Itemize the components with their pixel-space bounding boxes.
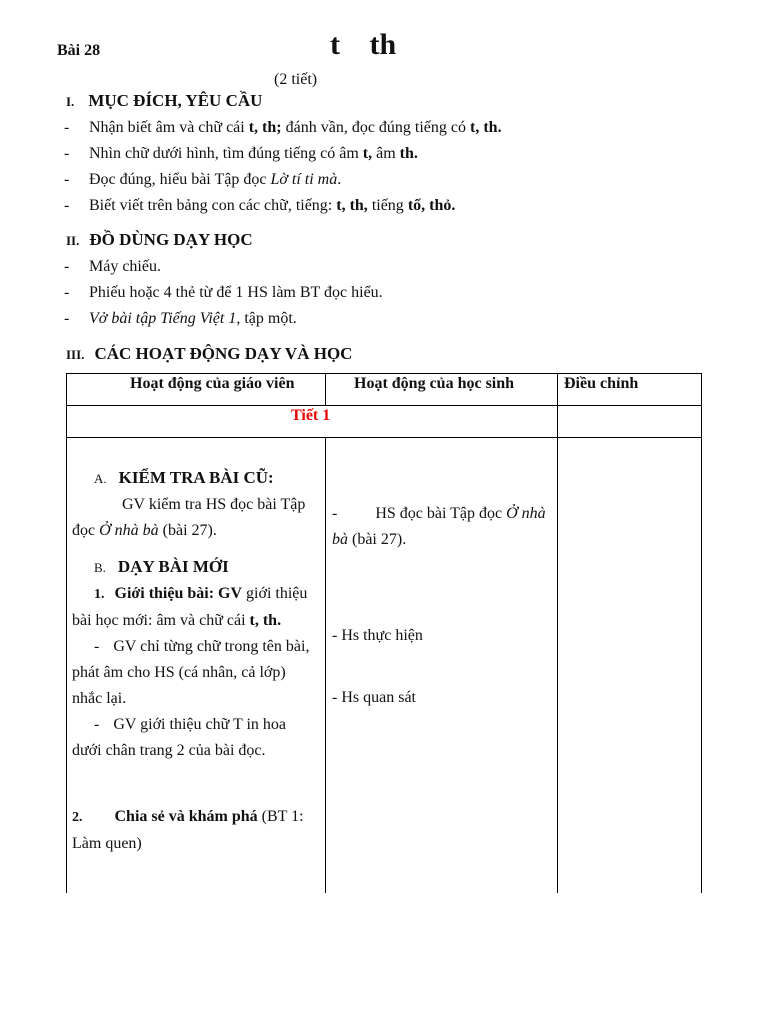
item-bold: t, th. <box>470 119 502 136</box>
item-text: đánh vần, đọc đúng tiếng có <box>281 119 471 136</box>
item-text: Máy chiếu. <box>89 258 161 275</box>
header-adjustment: Điều chỉnh <box>564 375 639 392</box>
item-number: 1. <box>94 587 105 602</box>
item-text: , tập một. <box>236 310 297 327</box>
section-title: CÁC HOẠT ĐỘNG DẠY VÀ HỌC <box>94 344 353 363</box>
bullet-dash: - <box>64 145 70 162</box>
subsection-heading: DẠY BÀI MỚI <box>117 557 229 576</box>
header-teacher: Hoạt động của giáo viên <box>130 375 295 392</box>
text-bold: t, th. <box>249 612 282 629</box>
activities-table <box>66 373 702 893</box>
bullet-dash: - <box>332 505 338 522</box>
bullet-dash: - <box>64 197 70 214</box>
text-italic: Ở nhà bà <box>332 505 546 548</box>
header-student: Hoạt động của học sinh <box>354 375 515 392</box>
student-perform-text: - Hs thực hiện <box>332 627 423 644</box>
table-divider-2 <box>557 373 558 893</box>
item-text: Nhận biết âm và chữ cái <box>89 119 249 136</box>
lesson-number: Bài 28 <box>57 42 101 59</box>
student-activities <box>332 501 552 711</box>
item-number: 2. <box>72 810 83 825</box>
item-text: . <box>337 171 342 188</box>
explore-paragraph <box>72 804 316 857</box>
text-italic: Ở nhà bà <box>99 522 159 539</box>
table-period-rule <box>66 437 702 438</box>
subsection-b <box>72 554 316 581</box>
table-header-rule <box>66 405 702 406</box>
text: GV giới thiệu chữ T in hoa dưới chân trang 2 của bài đọc. <box>72 716 287 759</box>
item-bold: t, th, <box>336 197 368 214</box>
item-text: Đọc đúng, hiểu bài Tập đọc <box>89 171 271 188</box>
bullet-dash: - <box>64 284 70 301</box>
section-numeral: III. <box>66 347 85 362</box>
subsection-a <box>72 465 316 492</box>
teacher-activities <box>72 465 316 857</box>
subsection-letter: B. <box>94 560 106 575</box>
list-item <box>64 254 383 280</box>
item-text: Biết viết trên bảng con các chữ, tiếng: <box>89 197 337 214</box>
section-heading-objectives <box>66 91 262 111</box>
subsection-letter: A. <box>94 471 107 486</box>
materials-list <box>64 254 383 332</box>
text: giới thiệu bài học mới: âm và chữ cái <box>72 585 308 629</box>
bullet-dash: - <box>94 716 100 733</box>
item-text: Phiếu hoặc 4 thẻ từ để 1 HS làm BT đọc hiểu. <box>89 284 383 301</box>
section-numeral: I. <box>66 94 75 109</box>
item-bold: th. <box>399 145 418 162</box>
table-border-left <box>66 373 67 893</box>
list-item <box>64 115 502 141</box>
table-divider-1b <box>325 437 326 893</box>
bullet-dash: - <box>64 310 70 327</box>
student-read-text <box>332 501 552 553</box>
list-item <box>64 167 502 193</box>
section-heading-materials <box>66 230 253 250</box>
text: (BT 1: Làm quen) <box>72 808 304 852</box>
bullet-dash: - <box>64 119 70 136</box>
section-heading-activities <box>66 344 352 364</box>
bullet-dash: - <box>64 171 70 188</box>
item-text: tiếng <box>367 197 408 214</box>
list-item <box>64 193 502 219</box>
list-item <box>64 141 502 167</box>
objectives-list <box>64 115 502 219</box>
intro-paragraph <box>72 581 316 634</box>
bullet-dash: - <box>64 258 70 275</box>
text-bold: Chia sẻ và khám phá <box>114 808 258 825</box>
item-bold: tổ, thỏ. <box>407 197 456 214</box>
pointing-paragraph <box>72 634 316 712</box>
period-label: Tiết 1 <box>291 407 331 424</box>
item-text: Nhìn chữ dưới hình, tìm đúng tiếng có âm <box>89 145 363 162</box>
text: (bài 27). <box>158 522 217 539</box>
text: (bài 27). <box>348 531 407 548</box>
student-observe-text: - Hs quan sát <box>332 689 416 706</box>
item-text: âm <box>372 145 400 162</box>
item-bold: t, th; <box>248 119 282 136</box>
lesson-title: t th <box>330 28 397 61</box>
review-text <box>72 492 316 544</box>
table-border-top <box>66 373 702 374</box>
section-numeral: II. <box>66 233 80 248</box>
table-divider-1a <box>325 373 326 405</box>
text: GV chỉ từng chữ trong tên bài, phát âm cho HS (cá nhân, cả lớp) nhắc lại. <box>72 638 310 707</box>
uppercase-paragraph <box>72 712 316 764</box>
lesson-periods: (2 tiết) <box>274 71 318 88</box>
bullet-dash: - <box>94 638 100 655</box>
section-title: MỤC ĐÍCH, YÊU CẦU <box>88 91 263 110</box>
list-item <box>64 280 383 306</box>
text-bold: Giới thiệu bài: GV <box>114 585 243 602</box>
table-border-right <box>701 373 702 893</box>
section-title: ĐỒ DÙNG DẠY HỌC <box>89 230 253 249</box>
item-bold: t, <box>362 145 373 162</box>
item-italic: Lờ tí ti mà <box>270 171 338 188</box>
item-italic: Vở bài tập Tiếng Việt 1 <box>89 310 237 327</box>
list-item <box>64 306 383 332</box>
text: GV kiểm tra HS đọc bài Tập đọc <box>72 496 306 539</box>
text: HS đọc bài Tập đọc <box>375 505 507 522</box>
subsection-heading: KIỂM TRA BÀI CŨ: <box>118 468 274 487</box>
